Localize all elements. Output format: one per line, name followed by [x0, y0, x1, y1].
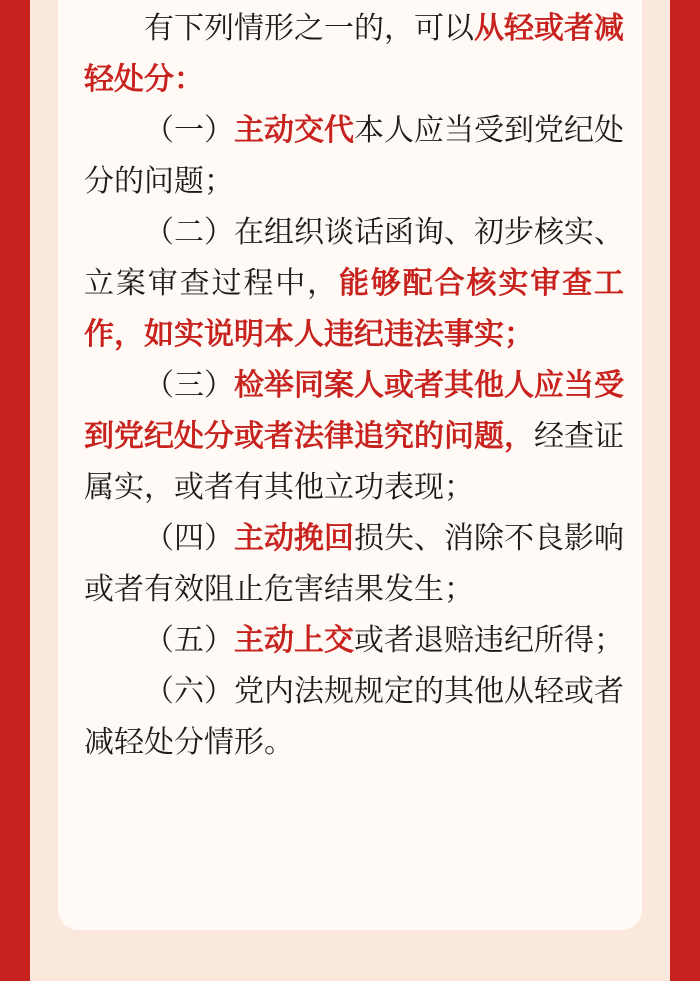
list-item	[84, 105, 624, 207]
item-highlight: 检举同案人或者其他人应当受到党纪处分或者法律追究的问题，	[84, 368, 624, 454]
item-number: （六）	[144, 674, 234, 709]
list-item	[84, 207, 624, 360]
item-number: （一）	[144, 113, 234, 148]
list-item	[84, 360, 624, 513]
item-text: 经查证属实，或者有其他立功表现；	[84, 419, 624, 505]
item-number: （四）	[144, 521, 234, 556]
item-text: 损失、消除不良影响或者有效阻止危害结果发生；	[84, 521, 624, 607]
intro-highlight: 从轻或者减轻处分：	[84, 11, 624, 97]
intro-text: 有下列情形之一的，可以	[144, 11, 474, 46]
item-highlight: 主动上交	[234, 623, 354, 658]
item-number: （五）	[144, 623, 234, 658]
item-highlight: 能够配合核实审查工作，如实说明本人违纪违法事实；	[84, 266, 624, 352]
list-item	[84, 615, 624, 666]
item-text: 本人应当受到党纪处分的问题；	[84, 113, 624, 199]
list-item	[84, 513, 624, 615]
item-highlight: 主动交代	[234, 113, 354, 148]
item-text: 党内法规规定的其他从轻或者减轻处分情形。	[84, 674, 624, 760]
intro-paragraph	[84, 3, 624, 105]
article-body	[84, 0, 624, 768]
list-item	[84, 666, 624, 768]
item-highlight: 主动挽回	[234, 521, 354, 556]
item-text: 在组织谈话函询、初步核实、立案审查过程中，	[84, 215, 624, 301]
item-text: 或者退赔违纪所得；	[354, 623, 624, 658]
item-number: （二）	[144, 215, 234, 250]
item-number: （三）	[144, 368, 234, 403]
